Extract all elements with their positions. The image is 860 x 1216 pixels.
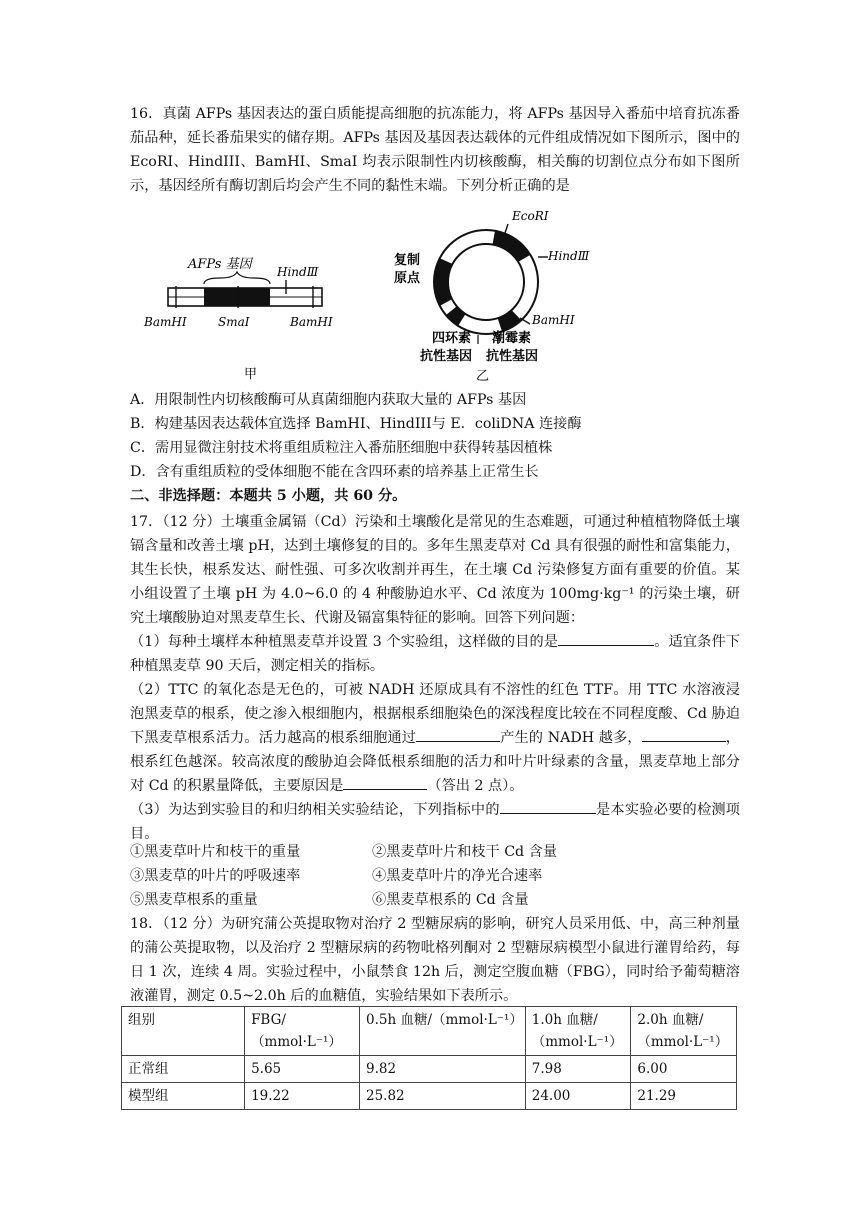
table-header-cell: 0.5h 血糖/（mmol·L⁻¹）: [359, 1007, 525, 1056]
yi-ori-label-2: 原点: [394, 271, 421, 286]
tet-segment: [446, 306, 466, 326]
table-header-cell: FBG/（mmol·L⁻¹）: [245, 1007, 360, 1056]
table-cell: 19.22: [245, 1083, 360, 1110]
table-cell: 7.98: [525, 1056, 631, 1083]
yi-ori-label-1: 复制: [394, 253, 421, 268]
q18-stem: 18．（12 分）为研究蒲公英提取物对治疗 2 型糖尿病的影响，研究人员采用低、中，高三种剂量的蒲公英提取物，以及治疗 2 型糖尿病的药物吡格列酮对 2 型糖尿病模型小鼠进行灌胃给药，每日 1 次，连续 4 周。实验过程中，小鼠禁食 12h 后，测定空腹血糖（FBG），同时给予葡萄糖溶液灌胃，测定 0.5~2.0h 后的血糖值，实验结果如下表所示。: [130, 916, 740, 1004]
table-header-row: [122, 1007, 737, 1056]
yi-hyg-label-2: 抗性基因: [486, 349, 539, 364]
yi-tet-label-1: 四环素: [432, 331, 472, 346]
jia-bam-right-label: BamHⅠ: [290, 315, 333, 329]
q17-part2-blank-2[interactable]: [642, 727, 726, 742]
jia-sma-label: SmaⅠ: [218, 315, 250, 329]
q17-part2: [130, 678, 740, 798]
yi-bam-label: BamHⅠ: [532, 313, 575, 327]
q17-part3: [130, 798, 740, 846]
q17-item-4: ④黑麦草叶片的净光合速率: [372, 868, 543, 884]
q17-part1-blank[interactable]: [558, 631, 654, 646]
q18-table: [121, 1006, 737, 1110]
q17-part1-text-a: （1）每种土壤样本种植黑麦草并设置 3 个实验组，这样做的目的是: [130, 634, 559, 650]
table-cell: 6.00: [631, 1056, 737, 1083]
q17-item-3: ③黑麦草的叶片的呼吸速率: [130, 868, 301, 884]
q17-part2-text-d: （答出 2 点）。: [427, 778, 524, 794]
table-cell: 5.65: [245, 1056, 360, 1083]
figure-yi: [394, 209, 590, 382]
afps-gene-block: [204, 288, 270, 306]
table-cell: 21.29: [631, 1083, 737, 1110]
q17-item-2: ②黑麦草叶片和枝干 Cd 含量: [372, 844, 558, 860]
yi-tet-label-2: 抗性基因: [420, 349, 473, 364]
table-row: [122, 1056, 737, 1083]
table-cell: 24.00: [525, 1083, 631, 1110]
q17-part2-blank-1[interactable]: [416, 727, 500, 742]
jia-hind-label: HindⅢ: [277, 265, 319, 279]
table-cell: 模型组: [122, 1083, 245, 1110]
table-header-cell: 1.0h 血糖/（mmol·L⁻¹）: [525, 1007, 631, 1056]
q16-option-b: B．构建基因表达载体宜选择 BamHI、HindIII与 E．coliDNA 连接酶: [130, 416, 582, 432]
jia-gene-label: AFPs 基因: [188, 257, 252, 272]
section-heading: 二、非选择题：本题共 5 小题，共 60 分。: [130, 488, 407, 504]
table-row: [122, 1083, 737, 1110]
table-header-cell: 2.0h 血糖/（mmol·L⁻¹）: [631, 1007, 737, 1056]
jia-caption: 甲: [244, 367, 258, 382]
table-cell: 9.82: [359, 1056, 525, 1083]
q17-part3-text-b: 是本实验必要的检测项目。: [130, 802, 740, 842]
yi-hyg-label-1: 潮霉素: [492, 331, 532, 346]
q17-part2-text-c: ，根系红色越深。较高浓度的酸胁迫会降低根系细胞的活力和叶片叶绿素的含量，黑麦草地上部分对 Cd 的积累量降低，主要原因是: [130, 730, 740, 794]
q16-stem: 16．真菌 AFPs 基因表达的蛋白质能提高细胞的抗冻能力，将 AFPs 基因导入番茄中培育抗冻番茄品种，延长番茄果实的储存期。AFPs 基因及基因表达载体的元件组成情况如下图所示，图中的 EcoRI、HindIII、BamHI、SmaI 均表示限制性内切核酸酶，相关酶的切割位点分布如下图所示，基因经所有酶切割后均会产生不同的黏性末端。下列分析正确的是: [130, 106, 740, 194]
jia-bam-left-label: BamHⅠ: [144, 315, 187, 329]
q17-part2-text-b: 产生的 NADH 越多，: [500, 730, 642, 746]
q16-option-d: D．含有重组质粒的受体细胞不能在含四环素的培养基上正常生长: [130, 464, 539, 480]
q17-item-1: ①黑麦草叶片和枝干的重量: [130, 844, 301, 860]
q16-option-a: A．用限制性内切核酸酶可从真菌细胞内获取大量的 AFPs 基因: [130, 392, 527, 408]
q17-part3-blank[interactable]: [500, 799, 596, 814]
q16-option-c: C．需用显微注射技术将重组质粒注入番茄胚细胞中获得转基因植株: [130, 440, 553, 456]
q17-part2-blank-3[interactable]: [343, 775, 427, 790]
yi-caption: 乙: [476, 369, 490, 382]
q17-part2-text-a: （2）TTC 的氧化态是无色的，可被 NADH 还原成具有不溶性的红色 TTF。用 TTC 水溶液浸泡黑麦草的根系，使之渗入根细胞内，根据根系细胞染色的深浅程度比较在不同程度酸、Cd 胁迫下黑麦草根系活力。活力越高的根系细胞通过: [130, 682, 740, 746]
q17-part1: [130, 630, 740, 678]
q17-item-5: ⑤黑麦草根系的重量: [130, 892, 258, 908]
q16-figure: [140, 202, 610, 382]
table-cell: 25.82: [359, 1083, 525, 1110]
hyg-segment: [498, 310, 521, 332]
q17-stem: 17．（12 分）土壤重金属镉（Cd）污染和土壤酸化是常见的生态难题，可通过种植植物降低土壤镉含量和改善土壤 pH，达到土壤修复的目的。多年生黑麦草对 Cd 具有很强的耐性和富集能力，其生长快，根系发达、耐性强、可多次收割并再生，在土壤 Cd 污染修复方面有重要的价值。某小组设置了土壤 pH 为 4.0~6.0 的 4 种酸胁迫水平、Cd 浓度为 100mg·kg⁻¹ 的污染土壤，研究土壤酸胁迫对黑麦草生长、代谢及镉富集特征的影响。回答下列问题：: [130, 514, 740, 626]
table-header-cell: 组别: [122, 1007, 245, 1056]
yi-ecor-label: EcoRⅠ: [512, 209, 549, 223]
q17-part3-text-a: （3）为达到实验目的和归纳相关实验结论，下列指标中的: [130, 802, 500, 818]
figure-jia: [143, 257, 333, 382]
q17-item-6: ⑥黑麦草根系的 Cd 含量: [372, 892, 529, 908]
q17-part1-text-b: 。适宜条件下种植黑麦草 90 天后，测定相关的指标。: [130, 634, 740, 674]
yi-hind-label: HindⅢ: [548, 249, 590, 263]
table-cell: 正常组: [122, 1056, 245, 1083]
